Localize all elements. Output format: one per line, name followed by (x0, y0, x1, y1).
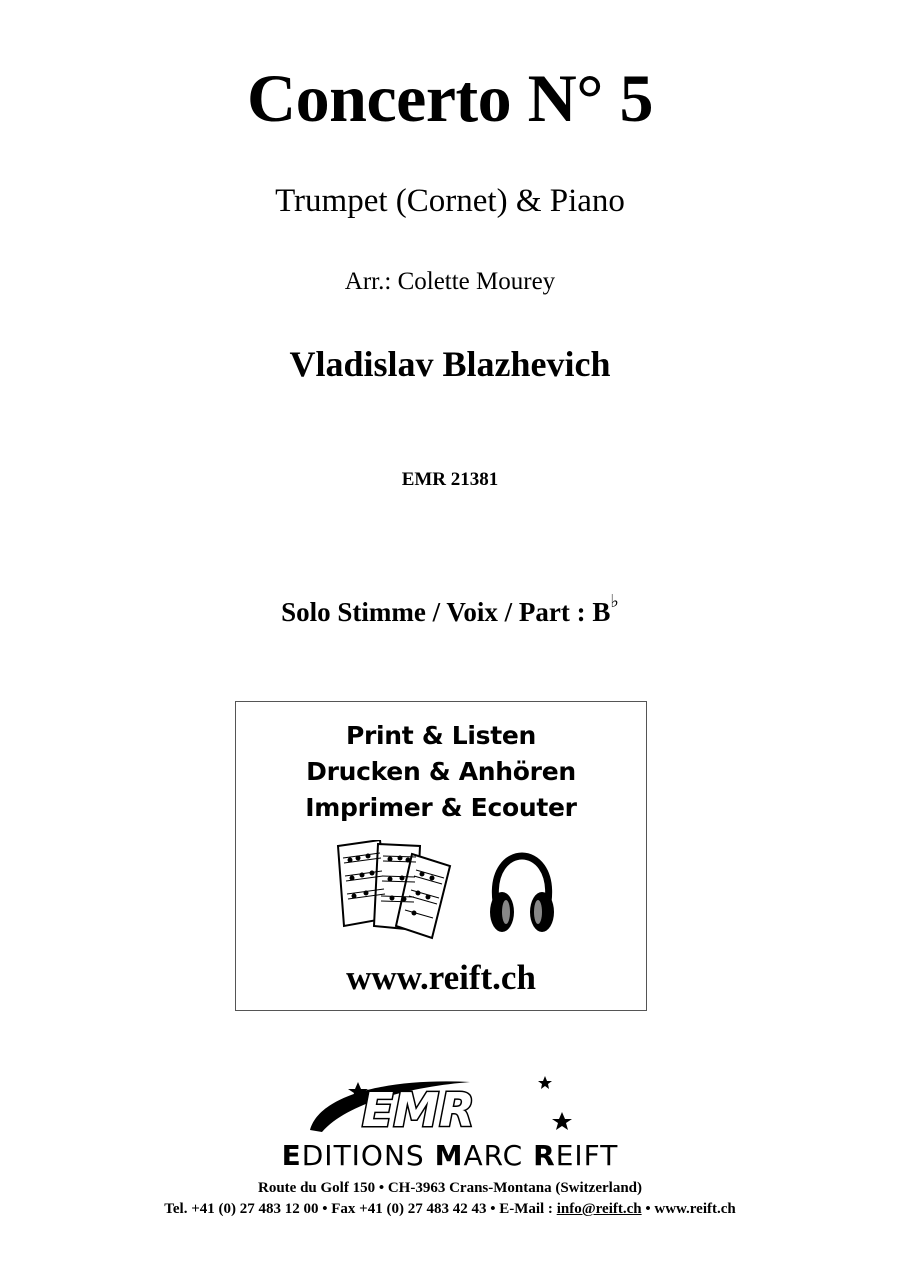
publisher-word-ditions: DITIONS (301, 1139, 435, 1172)
publisher-word-eift: EIFT (555, 1139, 619, 1172)
email-link[interactable]: info@reift.ch (556, 1201, 642, 1217)
contact-phone-fax: Tel. +41 (0) 27 483 12 00 • Fax +41 (0) 27 483 42 43 • E-Mail : (164, 1201, 557, 1217)
emr-logo (300, 1072, 580, 1142)
part-label (0, 588, 900, 629)
sheet-music-icon (328, 840, 456, 940)
publisher-contact (0, 1199, 900, 1219)
publisher-name (0, 1139, 900, 1173)
print-listen-box (235, 701, 647, 1011)
composer: Vladislav Blazhevich (289, 344, 611, 384)
contact-website: • www.reift.ch (641, 1201, 736, 1217)
promo-url: www.reift.ch (346, 958, 536, 997)
arranger: Arr.: Colette Mourey (344, 268, 556, 295)
catalog-number: EMR 21381 (401, 469, 499, 490)
flat-accidental: ♭ (610, 591, 619, 611)
publisher-address: Route du Golf 150 • CH-3963 Crans-Montana (Switzerland) (258, 1180, 642, 1196)
page-title: Concerto N° 5 (247, 60, 653, 136)
part-label-text: Solo Stimme / Voix / Part : B (281, 597, 611, 627)
promo-line-english: Print & Listen (345, 721, 537, 750)
promo-line-french: Imprimer & Ecouter (305, 793, 577, 822)
instrumentation: Trumpet (Cornet) & Piano (275, 183, 625, 219)
publisher-initial-e: E (281, 1139, 302, 1172)
headphones-icon (486, 852, 558, 936)
emr-logo-text: EMR (362, 1083, 475, 1137)
publisher-initial-r: R (533, 1139, 556, 1172)
promo-line-german: Drucken & Anhören (306, 757, 576, 786)
publisher-initial-m: M (434, 1139, 464, 1172)
publisher-word-arc: ARC (463, 1139, 534, 1172)
